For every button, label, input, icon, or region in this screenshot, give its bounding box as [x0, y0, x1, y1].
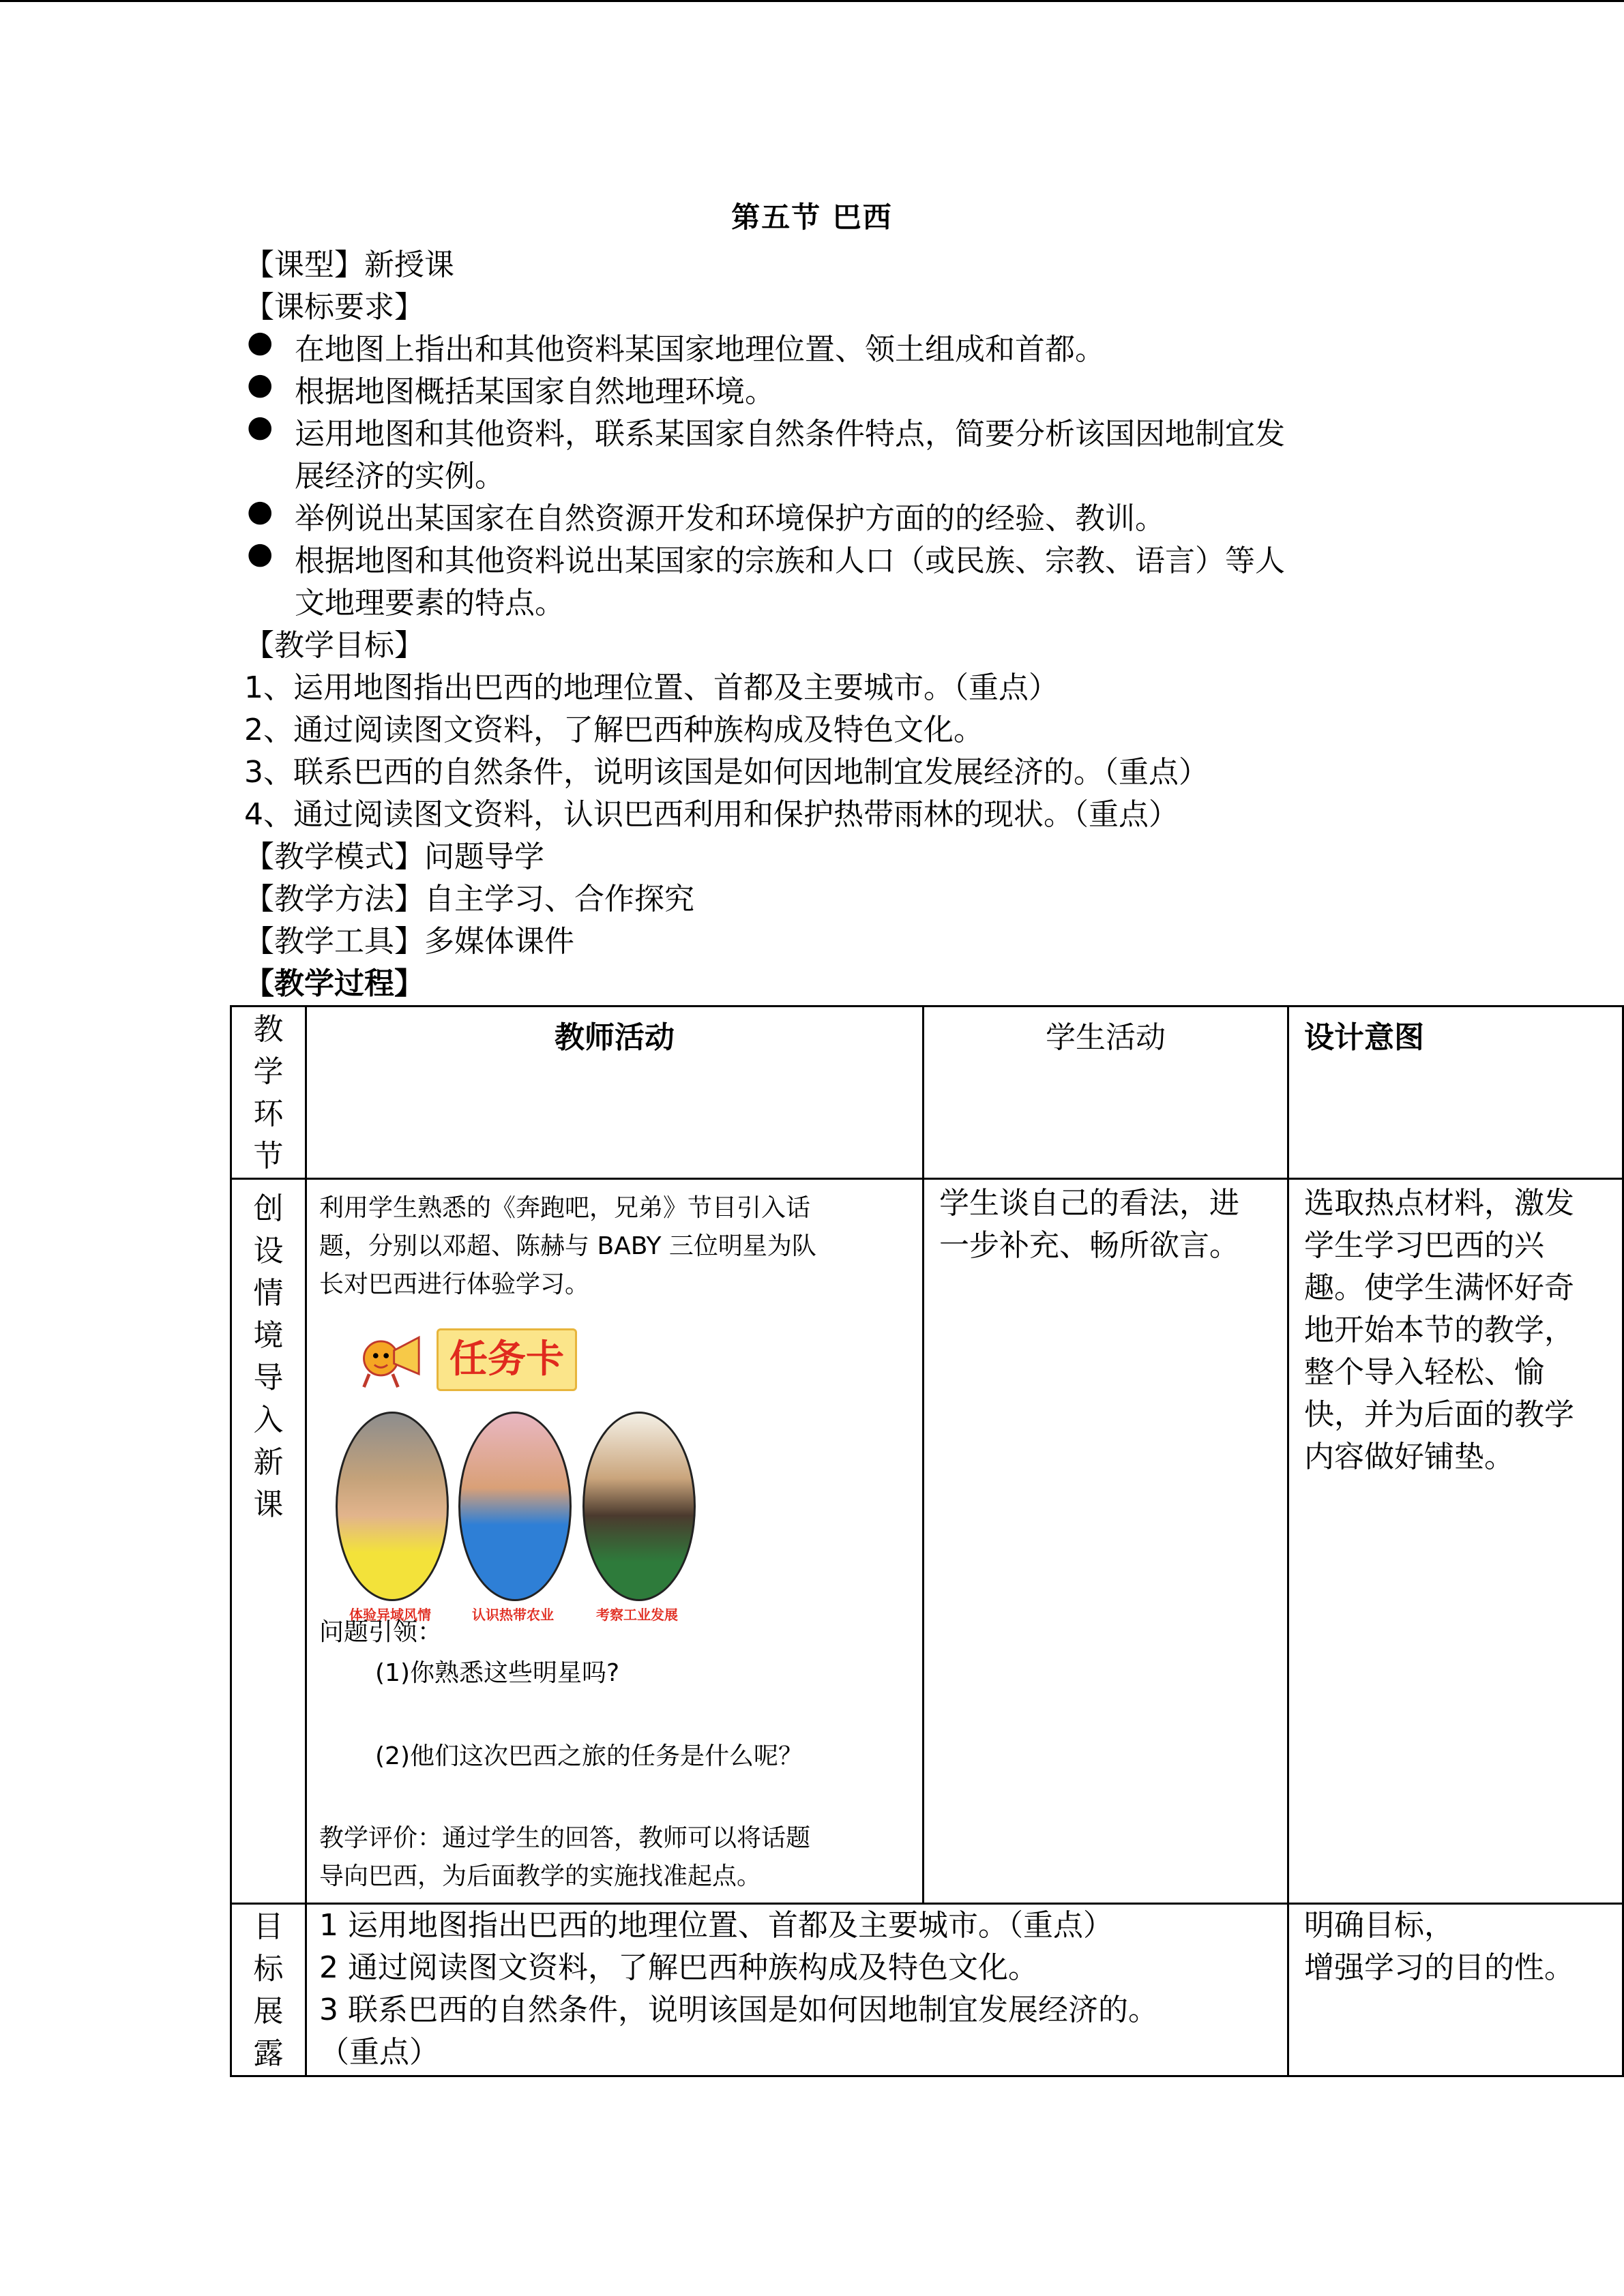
stage-char: 设 — [253, 1234, 284, 1268]
objective-line: 1 运用地图指出巴西的地理位置、首都及主要城市。（重点） — [319, 1908, 1113, 1943]
objectives-cell — [306, 1904, 1288, 2076]
objective-line: （重点） — [319, 2035, 439, 2070]
design-text: 选取热点材料，激发 — [1304, 1186, 1574, 1221]
teacher-activity-cell — [306, 1179, 924, 1904]
teaching-mode: 【教学模式】问题导学 — [244, 839, 544, 874]
portrait-label: 认识热带农业 — [472, 1607, 554, 1623]
lesson-table — [230, 1005, 1624, 2077]
design-intent-cell — [1288, 1179, 1623, 1904]
stage-char: 境 — [253, 1318, 284, 1353]
stage-char: 环 — [253, 1097, 284, 1131]
design-text: 快，并为后面的教学 — [1304, 1397, 1574, 1432]
standard-item: 在地图上指出和其他资料某国家地理位置、领土组成和首都。 — [295, 332, 1105, 367]
stage-char: 创 — [253, 1191, 284, 1226]
bullet-icon: ● — [247, 367, 274, 402]
stage-char: 教 — [253, 1012, 284, 1047]
stage-char: 展 — [253, 1994, 284, 2029]
stage-char: 标 — [253, 1952, 284, 1986]
design-text: 学生学习巴西的兴 — [1304, 1228, 1544, 1263]
objective-item: 2、通过阅读图文资料，了解巴西种族构成及特色文化。 — [244, 713, 984, 747]
task-card-graphic — [356, 1324, 564, 1392]
portrait-image — [582, 1412, 696, 1601]
stage-char: 入 — [253, 1403, 284, 1437]
evaluation-text: 教学评价：通过学生的回答，教师可以将话题 — [319, 1824, 811, 1852]
standard-item: 举例说出某国家在自然资源开发和环境保护方面的的经验、教训。 — [295, 501, 1165, 536]
objective-item: 4、通过阅读图文资料，认识巴西利用和保护热带雨林的现状。（重点） — [244, 797, 1179, 832]
stage-char: 情 — [253, 1276, 284, 1311]
task-card-label: 任务卡 — [437, 1328, 577, 1391]
table-header-row — [231, 1007, 1623, 1179]
standard-item-cont: 文地理要素的特点。 — [295, 586, 565, 621]
design-intent-cell — [1288, 1904, 1623, 2076]
portrait-group — [336, 1412, 718, 1623]
page-title: 第五节 巴西 — [731, 200, 893, 234]
bullet-icon: ● — [247, 325, 274, 359]
question-lead: 问题引领： — [319, 1618, 443, 1646]
evaluation-text: 导向巴西，为后面教学的实施找准起点。 — [319, 1862, 762, 1890]
student-text: 一步补充、畅所欲言。 — [939, 1228, 1239, 1263]
standard-item: 运用地图和其他资料，联系某国家自然条件特点，简要分析该国因地制宜发 — [295, 417, 1285, 451]
student-activity-cell — [924, 1179, 1288, 1904]
portrait-image — [336, 1412, 449, 1601]
teacher-text: 题，分别以邓超、陈赫与 BABY 三位明星为队 — [319, 1232, 816, 1260]
teacher-text: 长对巴西进行体验学习。 — [319, 1270, 590, 1298]
objectives-heading: 【教学目标】 — [244, 628, 424, 663]
bullet-icon: ● — [247, 409, 274, 444]
standard-item: 根据地图和其他资料说出某国家的宗族和人口（或民族、宗教、语言）等人 — [295, 543, 1285, 578]
portrait-image — [458, 1412, 572, 1601]
standards-heading: 【课标要求】 — [244, 290, 424, 325]
design-text: 明确目标， — [1304, 1908, 1454, 1943]
portrait-label: 体验异域风情 — [349, 1607, 431, 1623]
teacher-text: 利用学生熟悉的《奔跑吧，兄弟》节目引入话 — [319, 1194, 811, 1222]
header-design: 设计意图 — [1288, 1007, 1623, 1179]
table-row — [231, 1179, 1623, 1904]
stage-char: 露 — [253, 2036, 284, 2071]
standard-item-cont: 展经济的实例。 — [295, 459, 505, 494]
cartoon-horn-icon — [356, 1324, 422, 1390]
header-teacher: 教师活动 — [306, 1007, 924, 1179]
standard-item: 根据地图概括某国家自然地理环境。 — [295, 374, 775, 409]
objective-item: 1、运用地图指出巴西的地理位置、首都及主要城市。（重点） — [244, 670, 1059, 705]
objective-line: 2 通过阅读图文资料，了解巴西种族构成及特色文化。 — [319, 1950, 1038, 1985]
design-text: 地开始本节的教学， — [1304, 1313, 1574, 1347]
header-student: 学生活动 — [924, 1007, 1288, 1179]
top-border — [0, 0, 1624, 2]
process-heading: 【教学过程】 — [244, 966, 424, 1001]
question-1: (1)你熟悉这些明星吗? — [375, 1659, 620, 1687]
portrait-label: 考察工业发展 — [596, 1607, 678, 1623]
design-text: 趣。使学生满怀好奇 — [1304, 1270, 1574, 1305]
stage-char: 学 — [253, 1054, 284, 1089]
header-stage — [231, 1007, 306, 1179]
design-text: 内容做好铺垫。 — [1304, 1440, 1514, 1474]
question-2: (2)他们这次巴西之旅的任务是什么呢？ — [375, 1742, 803, 1770]
stage-cell — [231, 1904, 306, 2076]
stage-char: 节 — [253, 1139, 284, 1174]
objective-item: 3、联系巴西的自然条件，说明该国是如何因地制宜发展经济的。（重点） — [244, 755, 1209, 790]
objective-line: 3 联系巴西的自然条件，说明该国是如何因地制宜发展经济的。 — [319, 1993, 1158, 2027]
design-text: 增强学习的目的性。 — [1304, 1950, 1574, 1985]
table-row — [231, 1904, 1623, 2076]
stage-cell — [231, 1179, 306, 1904]
lesson-type: 【课型】新授课 — [244, 248, 454, 282]
stage-char: 课 — [253, 1487, 284, 1522]
bullet-icon: ● — [247, 494, 274, 528]
design-text: 整个导入轻松、愉 — [1304, 1355, 1544, 1390]
student-text: 学生谈自己的看法，进 — [939, 1186, 1239, 1221]
stage-char: 目 — [253, 1909, 284, 1944]
teaching-tools: 【教学工具】多媒体课件 — [244, 924, 574, 959]
bullet-icon: ● — [247, 536, 274, 571]
stage-char: 新 — [253, 1445, 284, 1480]
teaching-method: 【教学方法】自主学习、合作探究 — [244, 882, 694, 916]
stage-char: 导 — [253, 1360, 284, 1395]
